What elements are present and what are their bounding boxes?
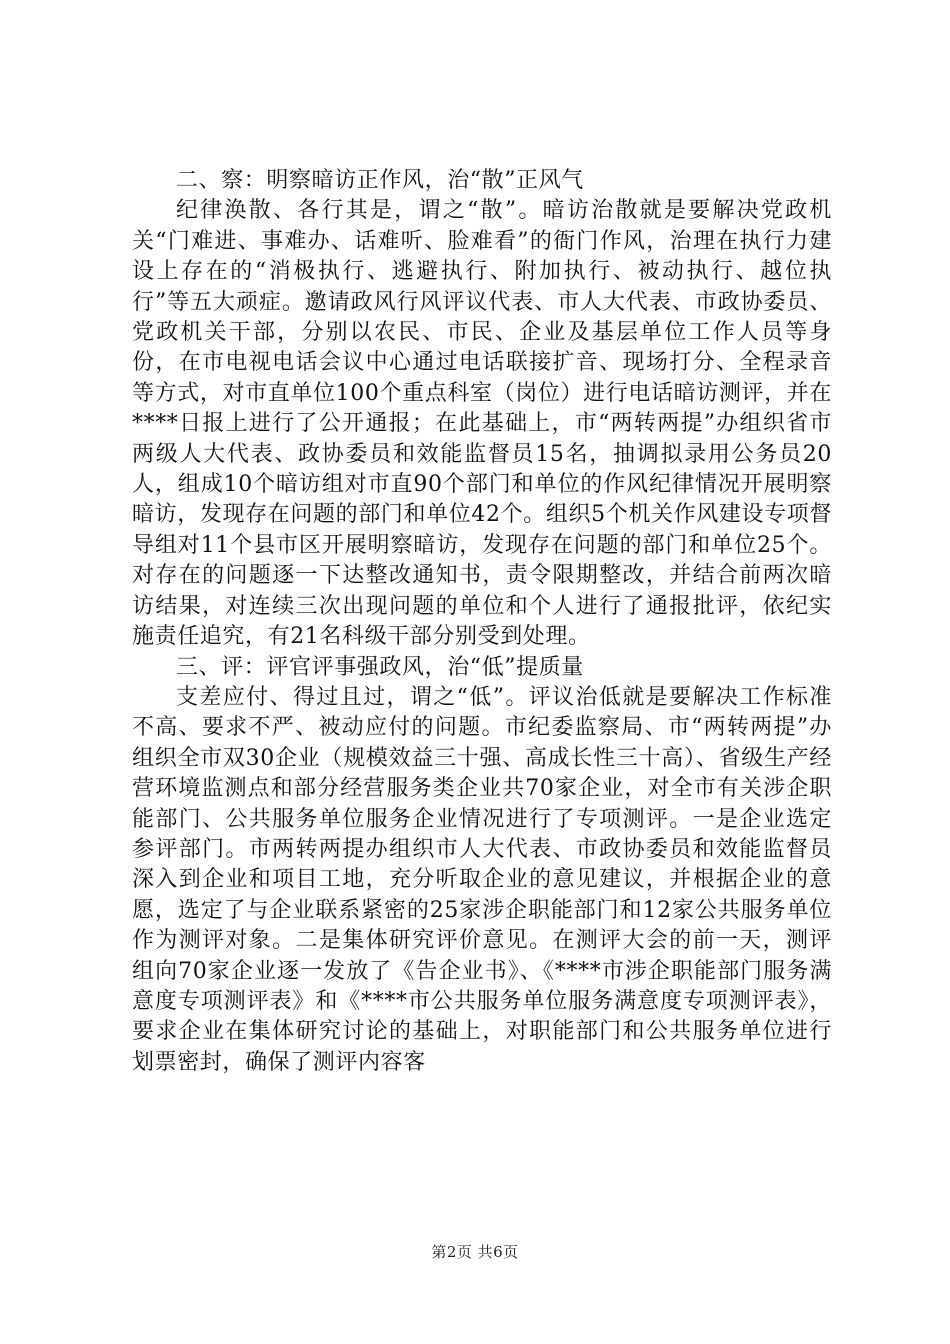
section-heading-ping: 三、评：评官评事强政风，治“低”提质量 <box>176 654 584 680</box>
document-body <box>132 166 832 1078</box>
body-paragraph-cha: 纪律涣散、各行其是，谓之“散”。暗访治散就是要解决党政机关“门难进、事难办、话难听、脸难看”的衙门作风，治理在执行力建设上存在的“消极执行、逃避执行、附加执行、被动执行、越位执行”等五大顽症。邀请政风行风评议代表、市人大代表、市政协委员、党政机关干部，分别以农民、市民、企业及基层单位工作人员等身份，在市电视电话会议中心通过电话联接扩音、现场打分、全程录音等方式，对市直单位100个重点科室（岗位）进行电话暗访测评，并在****日报上进行了公开通报；在此基础上，市“两转两提”办组织省市两级人大代表、政协委员和效能监督员15名，抽调拟录用公务员20人，组成10个暗访组对市直90个部门和单位的作风纪律情况开展明察暗访，发现存在问题的部门和单位42个。组织5个机关作风建设专项督导组对11个县市区开展明察暗访，发现存在问题的部门和单位25个。对存在的问题逐一下达整改通知书，责令限期整改，并结合前两次暗访结果，对连续三次出现问题的单位和个人进行了通报批评，依纪实施责任追究，有21名科级干部分别受到处理。 <box>132 198 832 650</box>
section-heading-cha: 二、察：明察暗访正作风，治“散”正风气 <box>176 168 584 193</box>
page-footer: 第2页 共6页 <box>431 1243 519 1261</box>
body-paragraph-ping: 支差应付、得过且过，谓之“低”。评议治低就是要解决工作标准不高、要求不严、被动应付的问题。市纪委监察局、市“两转两提”办组织全市双30企业（规模效益三十强、高成长性三十高）、省级生产经营环境监测点和部分经营服务类企业共70家企业，对全市有关涉企职能部门、公共服务单位服务企业情况进行了专项测评。一是企业选定参评部门。市两转两提办组织市人大代表、市政协委员和效能监督员深入到企业和项目工地，充分听取企业的意见建议，并根据企业的意愿，选定了与企业联系紧密的25家涉企职能部门和12家公共服务单位作为测评对象。二是集体研究评价意见。在测评大会的前一天，测评组向70家企业逐一发放了《告企业书》、《****市涉企职能部门服务满意度专项测评表》和《****市公共服务单位服务满意度专项测评表》，要求企业在集体研究讨论的基础上，对职能部门和公共服务单位进行划票密封，确保了测评内容客 <box>132 684 832 1075</box>
